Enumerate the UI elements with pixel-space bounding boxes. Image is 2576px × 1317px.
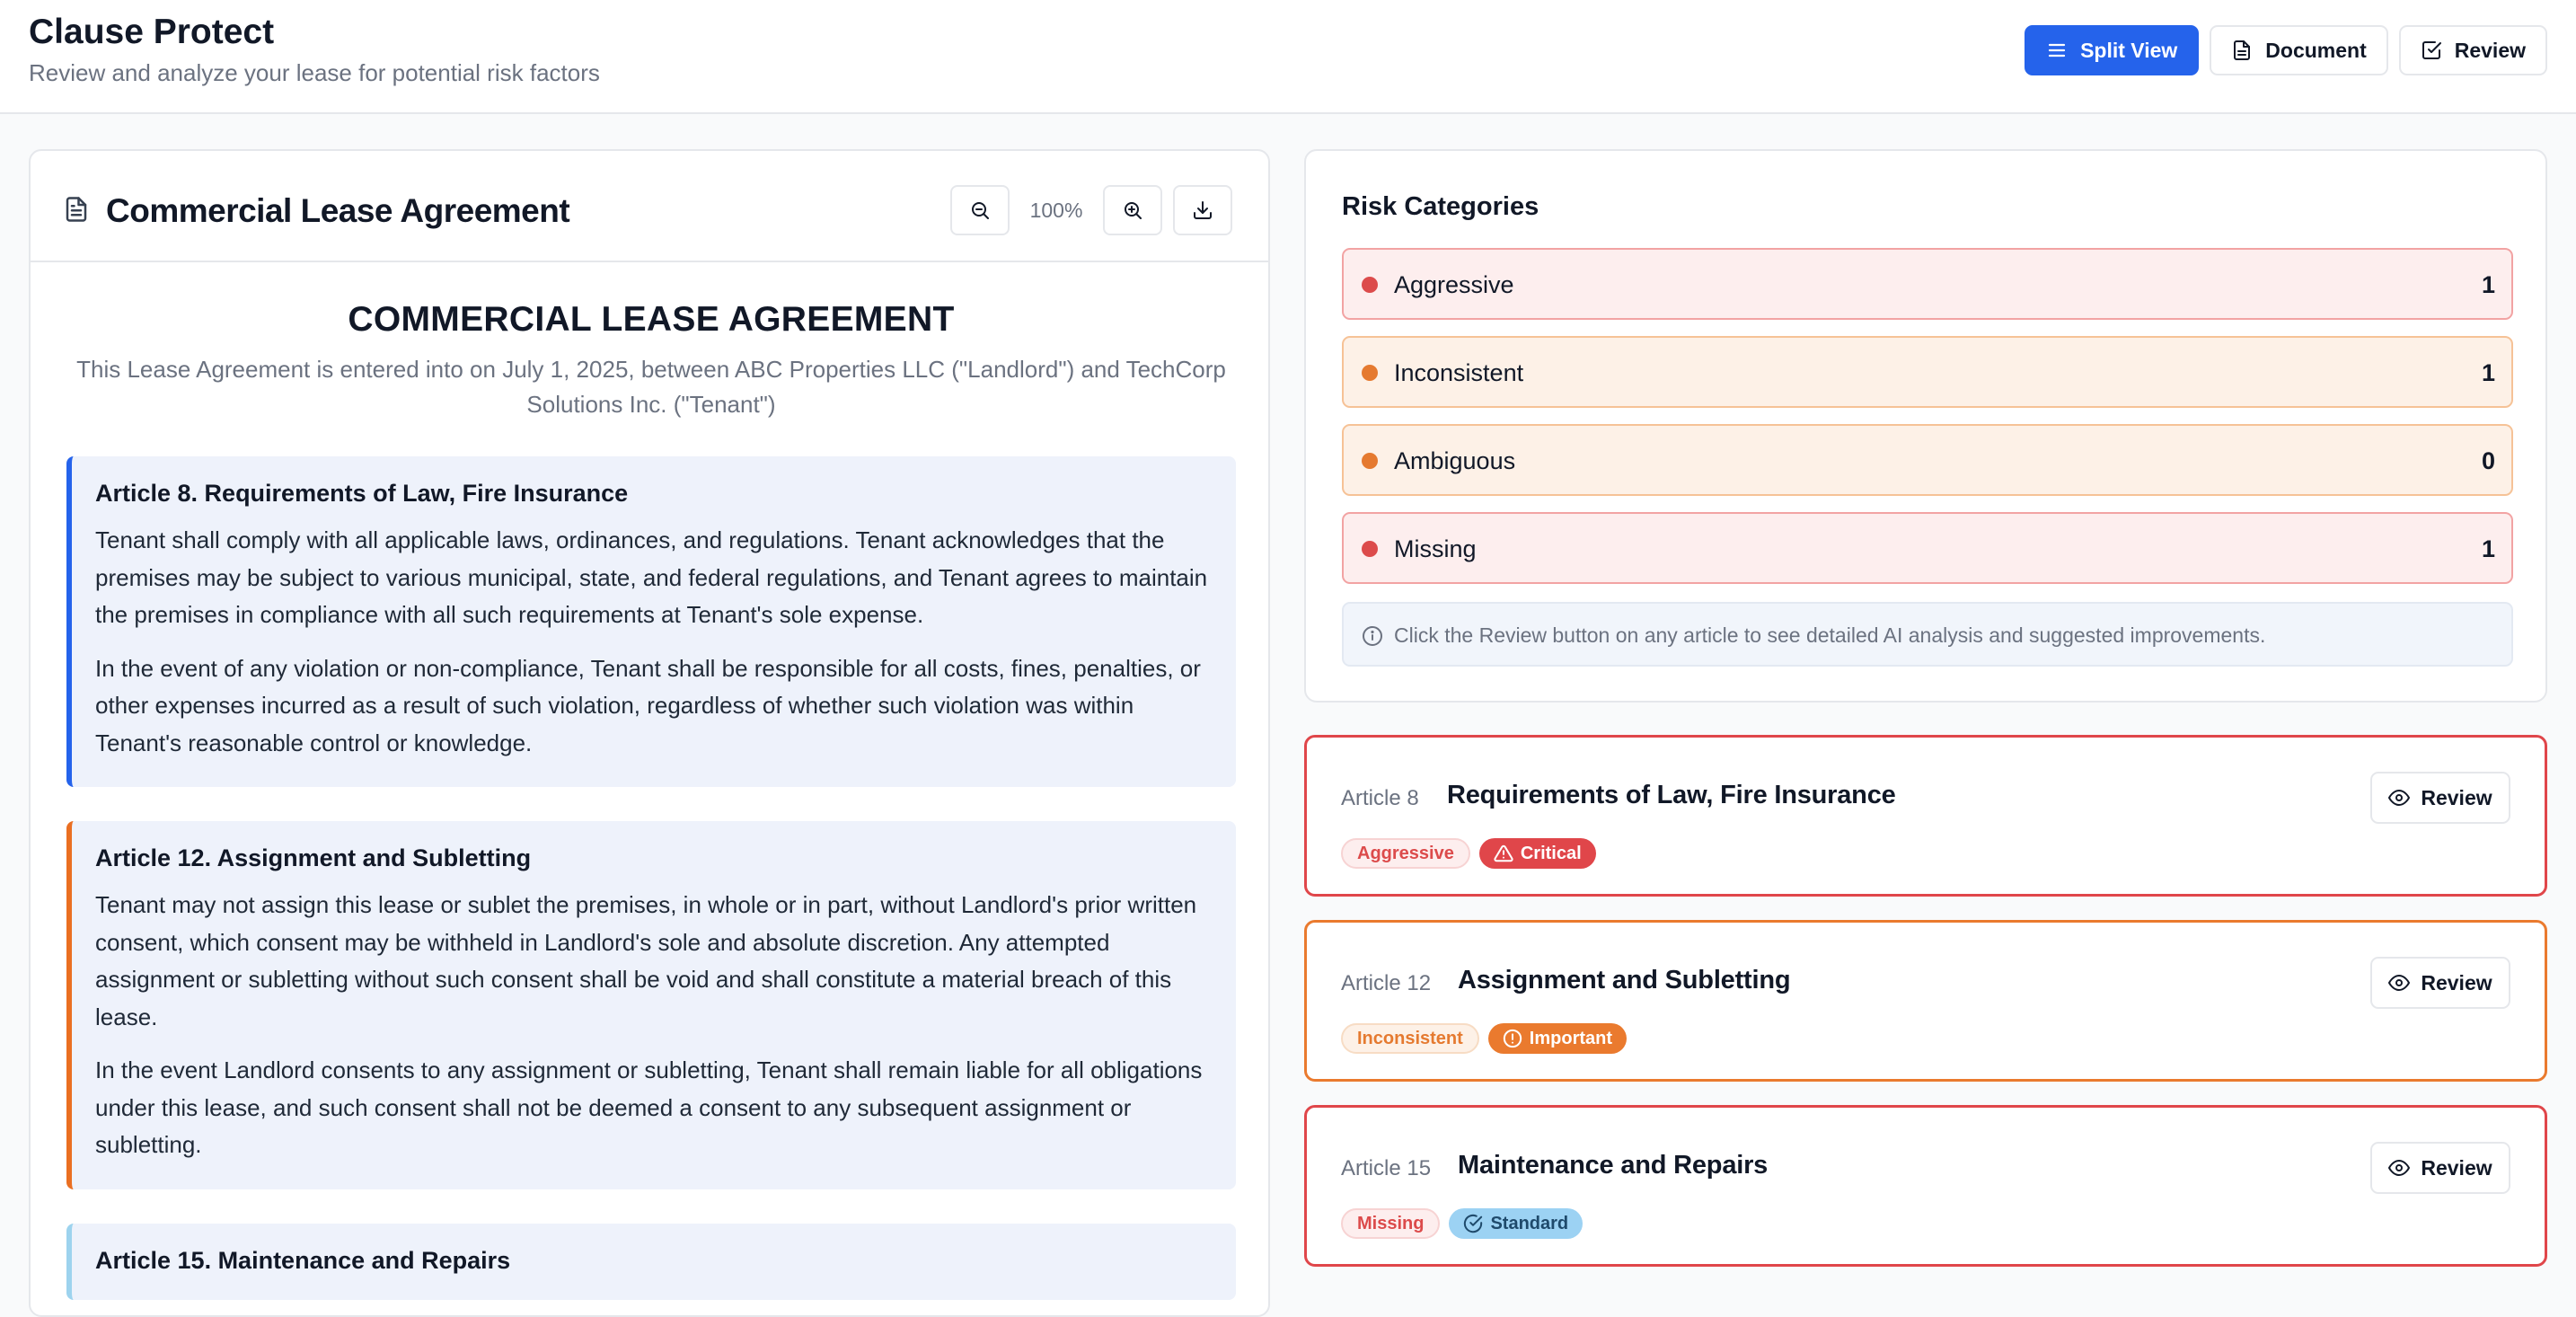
review-button[interactable] xyxy=(2370,772,2510,824)
article-paragraph: In the event Landlord consents to any assignment or subletting, Tenant shall remain liable for all obligations under this lease, and such consent shall not be deemed a consent to any subsequent assignment or subletting. xyxy=(95,1056,1203,1158)
check-circle-icon xyxy=(1463,1214,1483,1233)
review-hint xyxy=(1342,602,2513,667)
category-badge: Aggressive xyxy=(1341,838,1470,869)
risk-row-ambiguous[interactable] xyxy=(1342,424,2513,496)
article-paragraph: Tenant shall comply with all applicable laws, ordinances, and regulations. Tenant acknowledges that the premises may be subject to various municipal, state, and federal regulations, and Tenant agrees to maintain the premises in compliance with all such requirements at Tenant's sole expense. xyxy=(95,526,1208,628)
article-block-12[interactable] xyxy=(66,821,1236,1189)
app-subtitle: Review and analyze your lease for potential risk factors xyxy=(29,59,600,86)
article-name: Assignment and Subletting xyxy=(1458,966,1791,994)
article-card-12[interactable] xyxy=(1304,920,2547,1082)
review-button[interactable] xyxy=(2370,957,2510,1009)
article-badges xyxy=(1341,838,1596,869)
article-title: Article 15. Maintenance and Repairs xyxy=(95,1246,511,1274)
article-block-8[interactable] xyxy=(66,456,1236,787)
article-number: Article 15 xyxy=(1341,1156,1432,1180)
zoom-out-icon xyxy=(969,199,991,221)
document-title: Commercial Lease Agreement xyxy=(106,192,570,229)
file-text-icon xyxy=(2231,40,2253,61)
zoom-level: 100% xyxy=(1029,198,1083,222)
review-button-label: Review xyxy=(2421,785,2492,809)
severity-badge xyxy=(1449,1208,1583,1239)
file-text-icon xyxy=(63,196,90,223)
article-name: Requirements of Law, Fire Insurance xyxy=(1447,781,1896,809)
risk-row-aggressive[interactable] xyxy=(1342,248,2513,320)
article-card-15[interactable] xyxy=(1304,1105,2547,1267)
article-title: Article 12. Assignment and Subletting xyxy=(95,844,532,871)
document-view-label: Document xyxy=(2265,38,2367,62)
article-badges xyxy=(1341,1023,1627,1054)
download-button[interactable] xyxy=(1173,185,1232,235)
review-button-label: Review xyxy=(2421,1155,2492,1180)
download-icon xyxy=(1192,199,1213,221)
document-body xyxy=(66,262,1236,1300)
severity-label: Standard xyxy=(1490,1213,1569,1233)
document-toolbar xyxy=(31,151,1268,262)
risk-label: Ambiguous xyxy=(1394,447,1516,474)
info-icon xyxy=(1362,625,1383,647)
contract-intro: This Lease Agreement is entered into on July 1, 2025, between ABC Properties LLC ("Landlord") and TechCorp Solutions Inc. ("Tenant") xyxy=(76,356,1226,418)
review-view-label: Review xyxy=(2454,38,2526,62)
article-card-8[interactable] xyxy=(1304,735,2547,897)
eye-icon xyxy=(2388,972,2410,994)
risk-row-inconsistent[interactable] xyxy=(1342,336,2513,408)
risk-categories-title: Risk Categories xyxy=(1342,192,1539,221)
split-view-button[interactable] xyxy=(2025,25,2199,75)
risk-dot xyxy=(1362,277,1378,293)
article-paragraph: Tenant may not assign this lease or sublet the premises, in whole or in part, without Landlord's prior written consent, which consent may be withheld in Landlord's sole and absolute discretion. Any attempted assignment or subletting without such consent shall be void and shall constitute a material breach of this lease. xyxy=(95,891,1197,1030)
severity-label: Important xyxy=(1529,1028,1613,1048)
checkbox-icon xyxy=(2421,40,2442,61)
view-mode-toggle xyxy=(2025,25,2547,75)
eye-icon xyxy=(2388,787,2410,809)
article-number: Article 12 xyxy=(1341,971,1432,995)
article-title: Article 8. Requirements of Law, Fire Insurance xyxy=(95,480,629,507)
risk-label: Aggressive xyxy=(1394,271,1514,298)
app-header xyxy=(0,0,2576,114)
risk-count: 1 xyxy=(2481,535,2495,562)
zoom-out-button[interactable] xyxy=(950,185,1010,235)
split-view-label: Split View xyxy=(2080,38,2178,62)
document-view-button[interactable] xyxy=(2210,25,2387,75)
risk-row-missing[interactable] xyxy=(1342,512,2513,584)
alert-circle-icon xyxy=(1503,1029,1522,1048)
app-title: Clause Protect xyxy=(29,13,275,51)
article-paragraph: In the event of any violation or non-compliance, Tenant shall be responsible for all costs, fines, penalties, or other expenses incurred as a result of such violation, regardless of whether such violation was within Tenant's reasonable control or knowledge. xyxy=(95,654,1201,756)
risk-label: Missing xyxy=(1394,535,1477,562)
risk-dot xyxy=(1362,541,1378,557)
contract-title: COMMERCIAL LEASE AGREEMENT xyxy=(348,300,955,339)
zoom-controls xyxy=(950,185,1232,235)
risk-dot xyxy=(1362,453,1378,469)
risk-count: 0 xyxy=(2481,447,2495,474)
review-button-label: Review xyxy=(2421,970,2492,994)
article-badges xyxy=(1341,1208,1583,1239)
severity-badge xyxy=(1488,1023,1627,1054)
document-panel xyxy=(29,149,1270,1317)
article-number: Article 8 xyxy=(1341,786,1419,810)
risk-count: 1 xyxy=(2481,359,2495,386)
zoom-in-icon xyxy=(1122,199,1143,221)
risk-label: Inconsistent xyxy=(1394,359,1524,386)
warning-triangle-icon xyxy=(1494,844,1513,863)
review-view-button[interactable] xyxy=(2399,25,2547,75)
article-block-15[interactable] xyxy=(66,1224,1236,1300)
risk-dot xyxy=(1362,365,1378,381)
zoom-in-button[interactable] xyxy=(1103,185,1162,235)
risk-count: 1 xyxy=(2481,271,2495,298)
eye-icon xyxy=(2388,1157,2410,1179)
article-name: Maintenance and Repairs xyxy=(1458,1151,1769,1180)
review-button[interactable] xyxy=(2370,1142,2510,1194)
risk-categories-card xyxy=(1304,149,2547,703)
menu-lines-icon xyxy=(2046,40,2068,61)
severity-label: Critical xyxy=(1520,843,1582,863)
review-hint-text: Click the Review button on any article to see detailed AI analysis and suggested improvements. xyxy=(1394,623,2266,647)
severity-badge xyxy=(1479,838,1596,869)
category-badge: Inconsistent xyxy=(1341,1023,1479,1054)
category-badge: Missing xyxy=(1341,1208,1440,1239)
